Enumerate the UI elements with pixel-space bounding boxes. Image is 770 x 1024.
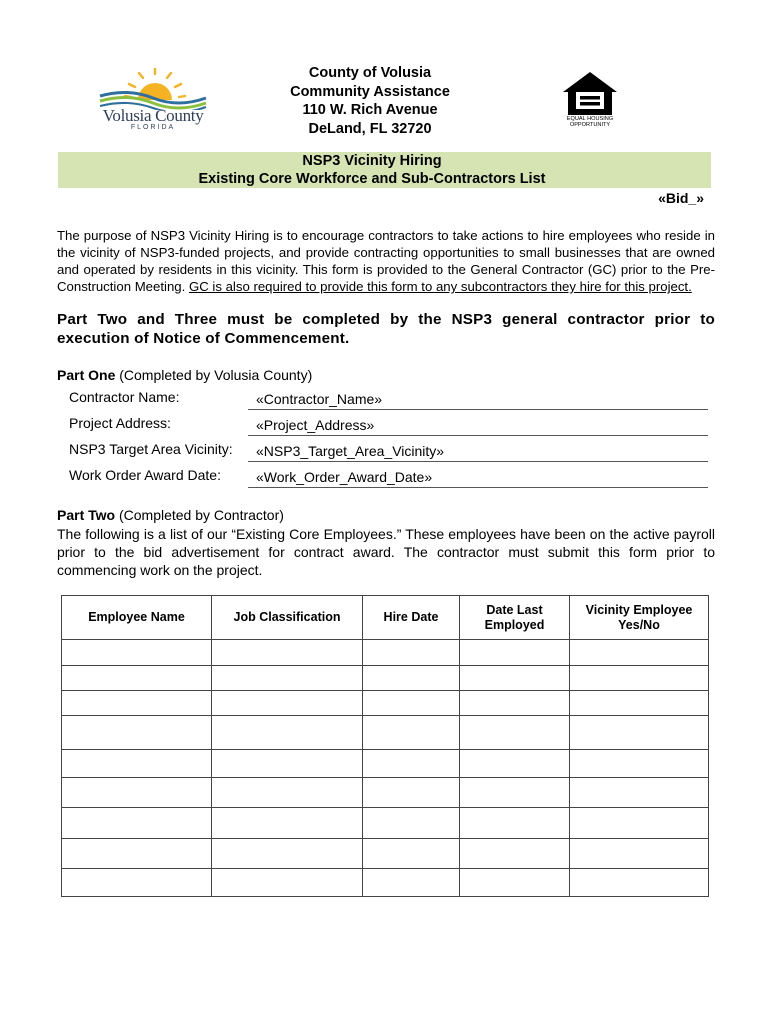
table-cell[interactable] [212, 666, 363, 691]
table-cell[interactable] [62, 716, 212, 750]
table-cell[interactable] [62, 666, 212, 691]
table-cell[interactable] [363, 691, 460, 716]
part-two-description: The following is a list of our “Existing Core Employees.” These employees have been on the active payroll prior to the bid advertisement for contract award. The contractor must submit this form prior to commencing work on the project. [57, 526, 715, 578]
table-row [62, 716, 709, 750]
table-cell[interactable] [363, 869, 460, 897]
contractor-name-field[interactable]: «Contractor_Name» [248, 390, 708, 410]
table-cell[interactable] [570, 750, 709, 778]
table-cell[interactable] [570, 640, 709, 666]
table-cell[interactable] [62, 808, 212, 839]
volusia-county-logo [98, 68, 208, 132]
table-cell[interactable] [460, 691, 570, 716]
form-title-line2: Existing Core Workforce and Sub-Contractors List [198, 170, 546, 187]
bid-field: «Bid_» [658, 190, 704, 206]
part-one-heading [57, 367, 312, 383]
target-area-field[interactable]: «NSP3_Target_Area_Vicinity» [248, 442, 708, 462]
project-address-field[interactable]: «Project_Address» [248, 416, 708, 436]
address-line: 110 W. Rich Avenue [302, 102, 438, 118]
table-cell[interactable] [212, 716, 363, 750]
table-row [62, 808, 709, 839]
table-cell[interactable] [570, 778, 709, 808]
table-cell[interactable] [460, 778, 570, 808]
address-line: Community Assistance [290, 83, 450, 100]
employee-table [61, 595, 709, 897]
target-area-label: NSP3 Target Area Vicinity: [69, 441, 233, 457]
table-cell[interactable] [570, 839, 709, 869]
table-cell[interactable] [460, 640, 570, 666]
table-row [62, 750, 709, 778]
table-cell[interactable] [212, 778, 363, 808]
logo-name: Volusia County [102, 106, 204, 125]
table-cell[interactable] [62, 869, 212, 897]
table-cell[interactable] [212, 691, 363, 716]
table-cell[interactable] [212, 869, 363, 897]
form-title [58, 153, 686, 188]
table-row [62, 640, 709, 666]
col-date-last-employed: Date Last Employed [460, 596, 570, 640]
table-cell[interactable] [212, 808, 363, 839]
purpose-paragraph [57, 227, 715, 295]
part-two-title: Part Two [57, 507, 116, 523]
table-cell[interactable] [363, 808, 460, 839]
col-employee-name: Employee Name [62, 596, 212, 640]
table-cell[interactable] [363, 666, 460, 691]
table-cell[interactable] [460, 869, 570, 897]
table-cell[interactable] [460, 666, 570, 691]
equal-housing-icon [560, 70, 620, 130]
county-address [260, 64, 480, 138]
table-cell[interactable] [570, 716, 709, 750]
table-cell[interactable] [212, 640, 363, 666]
table-cell[interactable] [62, 640, 212, 666]
address-line: DeLand, FL 32720 [308, 120, 432, 137]
award-date-label: Work Order Award Date: [69, 467, 221, 483]
purpose-underlined: GC is also required to provide this form to any subcontractors they hire for this project. [188, 279, 692, 294]
table-cell[interactable] [570, 808, 709, 839]
table-header-row [62, 596, 709, 640]
table-cell[interactable] [212, 839, 363, 869]
table-cell[interactable] [460, 808, 570, 839]
col-hire-date: Hire Date [363, 596, 460, 640]
table-cell[interactable] [570, 691, 709, 716]
table-cell[interactable] [363, 716, 460, 750]
address-line: County of Volusia [308, 65, 432, 81]
contractor-name-label: Contractor Name: [69, 389, 180, 405]
table-row [62, 778, 709, 808]
col-job-classification: Job Classification [212, 596, 363, 640]
table-cell[interactable] [363, 640, 460, 666]
table-cell[interactable] [460, 716, 570, 750]
purpose-text: The purpose of NSP3 Vicinity Hiring is to encourage contractors to take actions to hire employees who reside in the vicinity of NSP3-funded projects, and provide contracting opportunities to small businesses that are owned and operated by residents in this vicinity. This form is provided to the General Contractor (GC) prior to the Pre-Construction Meeting. [57, 228, 715, 294]
table-cell[interactable] [363, 750, 460, 778]
table-cell[interactable] [570, 666, 709, 691]
table-cell[interactable] [62, 839, 212, 869]
table-row [62, 666, 709, 691]
table-cell[interactable] [460, 750, 570, 778]
table-cell[interactable] [460, 839, 570, 869]
table-cell[interactable] [363, 778, 460, 808]
form-title-line1: NSP3 Vicinity Hiring [302, 153, 442, 169]
table-cell[interactable] [363, 839, 460, 869]
part-two-subtitle: (Completed by Contractor) [115, 507, 284, 523]
table-row [62, 691, 709, 716]
part-one-subtitle: (Completed by Volusia County) [115, 367, 313, 383]
logo-subtitle: FLORIDA [130, 124, 176, 131]
table-row [62, 869, 709, 897]
part-two-heading [57, 507, 284, 523]
completion-notice: Part Two and Three must be completed by the NSP3 general contractor prior to execution of Notice of Commencement. [57, 311, 715, 347]
award-date-field[interactable]: «Work_Order_Award_Date» [248, 468, 708, 488]
table-cell[interactable] [212, 750, 363, 778]
table-cell[interactable] [62, 750, 212, 778]
table-cell[interactable] [62, 691, 212, 716]
col-vicinity-employee: Vicinity Employee Yes/No [570, 596, 709, 640]
eho-caption: EQUAL HOUSING OPPORTUNITY [566, 116, 614, 128]
table-cell[interactable] [62, 778, 212, 808]
part-one-title: Part One [57, 367, 116, 383]
project-address-label: Project Address: [69, 415, 171, 431]
table-row [62, 839, 709, 869]
table-cell[interactable] [570, 869, 709, 897]
